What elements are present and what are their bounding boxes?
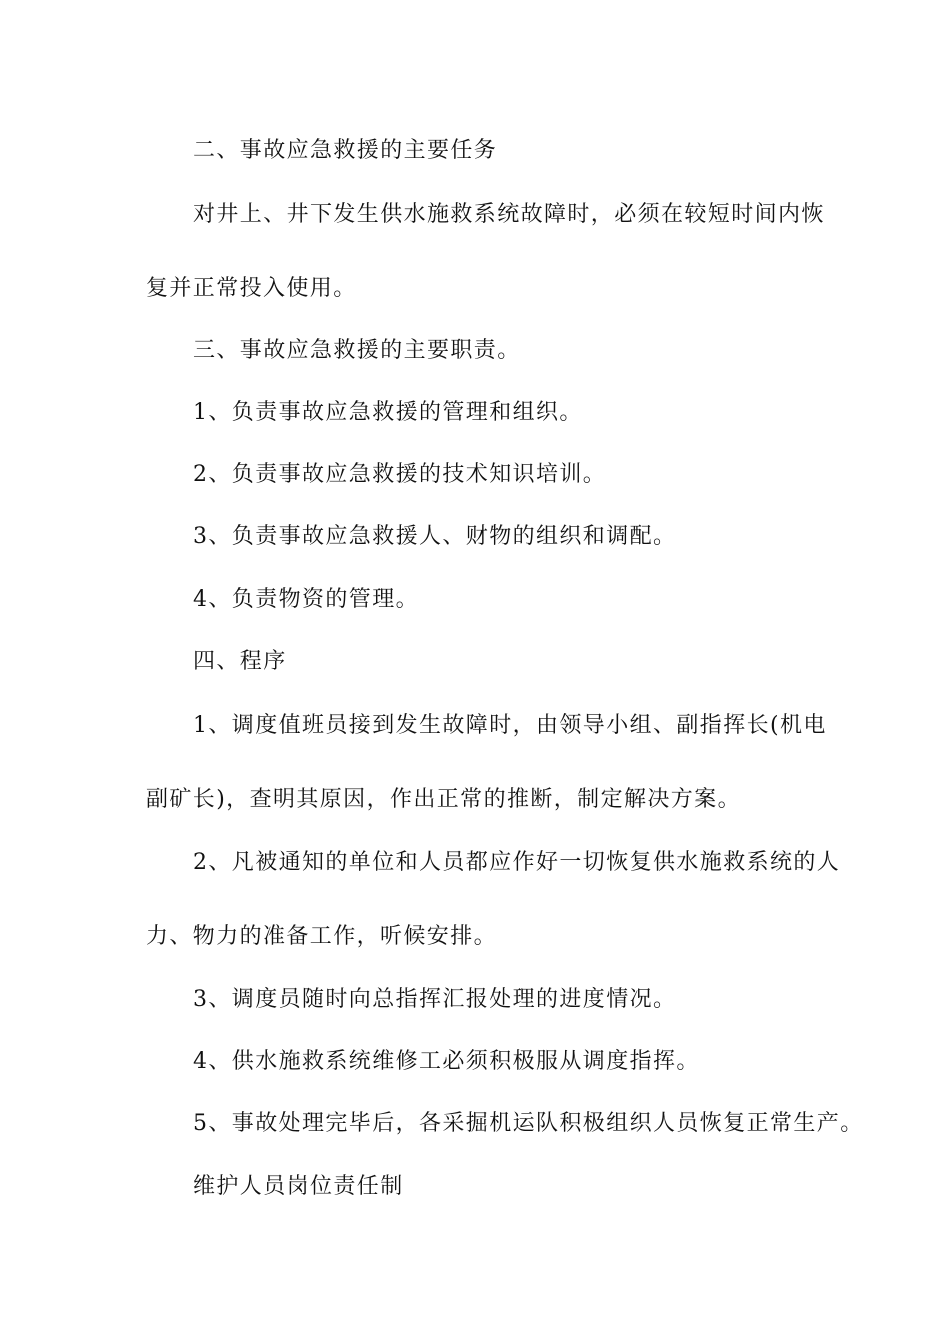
section-heading-main-tasks: 二、事故应急救援的主要任务 <box>193 138 498 163</box>
paragraph-line: 复并正常投入使用。 <box>146 276 357 301</box>
list-item: 2、凡被通知的单位和人员都应作好一切恢复供水施救系统的人 <box>193 850 841 875</box>
paragraph-line: 对井上、井下发生供水施救系统故障时，必须在较短时间内恢 <box>193 202 825 227</box>
list-item: 3、调度员随时向总指挥汇报处理的进度情况。 <box>193 987 677 1012</box>
section-heading-procedure: 四、程序 <box>193 649 287 674</box>
list-item: 5、事故处理完毕后，各采掘机运队积极组织人员恢复正常生产。 <box>193 1111 864 1136</box>
list-item: 4、供水施救系统维修工必须积极服从调度指挥。 <box>193 1049 700 1074</box>
list-item: 1、负责事故应急救援的管理和组织。 <box>193 400 583 425</box>
list-item: 3、负责事故应急救援人、财物的组织和调配。 <box>193 524 677 549</box>
list-item-continuation: 副矿长)，查明其原因，作出正常的推断，制定解决方案。 <box>146 787 741 812</box>
section-heading-maintenance-duties: 维护人员岗位责任制 <box>193 1174 404 1199</box>
list-item: 4、负责物资的管理。 <box>193 587 419 612</box>
list-item-continuation: 力、物力的准备工作，听候安排。 <box>146 924 498 949</box>
section-heading-main-duties: 三、事故应急救援的主要职责。 <box>193 338 521 363</box>
list-item: 2、负责事故应急救援的技术知识培训。 <box>193 462 607 487</box>
list-item: 1、调度值班员接到发生故障时，由领导小组、副指挥长(机电 <box>193 713 827 738</box>
